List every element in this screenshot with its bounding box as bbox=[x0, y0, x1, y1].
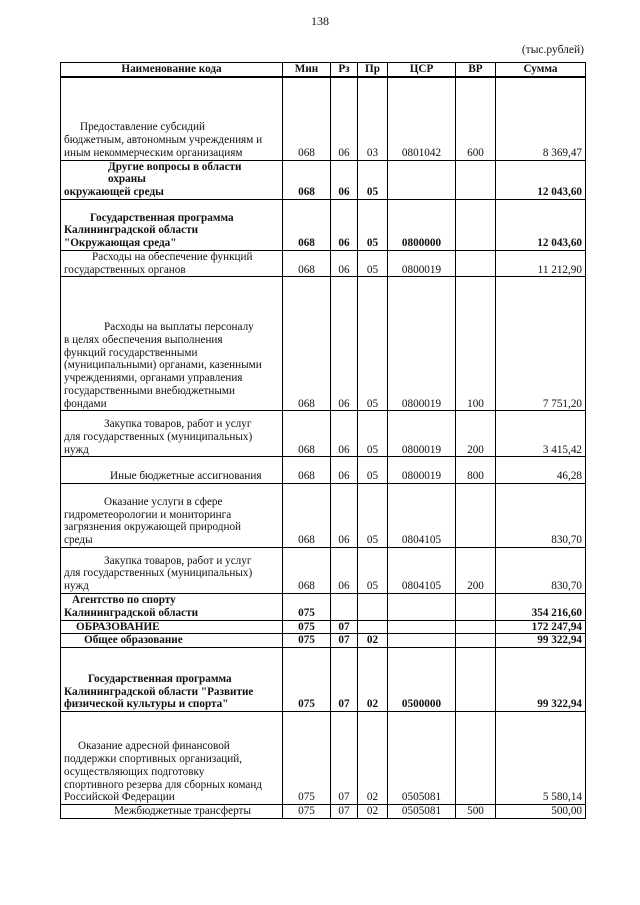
row-name-line: Межбюджетные трансферты bbox=[114, 805, 251, 818]
row-sum-cell: 11 212,90 bbox=[496, 250, 586, 277]
row-rz-cell: 06 bbox=[331, 548, 358, 594]
row-rz-cell: 06 bbox=[331, 457, 358, 484]
row-name-line: Калининградской области "Развитие bbox=[64, 685, 254, 698]
row-name-line bbox=[64, 308, 279, 321]
table-row bbox=[61, 77, 586, 160]
row-name-line: спортивного резерва для сборных команд bbox=[64, 778, 262, 791]
row-name-line: фондами bbox=[64, 397, 107, 410]
row-name-line: Российской Федерации bbox=[64, 791, 175, 804]
row-rz-cell: 07 bbox=[331, 620, 358, 634]
row-name-line: Иные бюджетные ассигнования bbox=[110, 470, 262, 483]
row-name-line: Общее образование bbox=[84, 634, 183, 647]
row-rz-cell: 06 bbox=[331, 160, 358, 199]
row-pr-cell: 05 bbox=[358, 457, 388, 484]
row-pr-cell bbox=[358, 620, 388, 634]
row-vr-cell: 200 bbox=[456, 411, 496, 457]
row-sum-cell: 500,00 bbox=[496, 805, 586, 819]
row-csr-cell: 0500000 bbox=[388, 648, 456, 712]
row-csr-cell bbox=[388, 594, 456, 621]
col-header-min: Мин bbox=[283, 63, 331, 78]
row-vr-cell: 500 bbox=[456, 805, 496, 819]
row-name-line: нужд bbox=[64, 580, 89, 593]
row-pr-cell: 05 bbox=[358, 199, 388, 250]
row-name-line: учреждениями, органами управления bbox=[64, 372, 243, 385]
col-header-rz: Рз bbox=[331, 63, 358, 78]
row-min-cell: 068 bbox=[283, 199, 331, 250]
row-name-line: Агентство по спорту bbox=[72, 594, 176, 607]
row-rz-cell: 06 bbox=[331, 199, 358, 250]
row-name-line: Расходы на выплаты персоналу bbox=[104, 320, 254, 333]
row-csr-cell: 0804105 bbox=[388, 484, 456, 548]
row-csr-cell: 0800019 bbox=[388, 250, 456, 277]
row-vr-cell bbox=[456, 620, 496, 634]
row-min-cell: 075 bbox=[283, 805, 331, 819]
table-row bbox=[61, 648, 586, 712]
row-name-cell bbox=[61, 411, 283, 457]
row-csr-cell: 0800000 bbox=[388, 199, 456, 250]
row-pr-cell: 02 bbox=[358, 712, 388, 805]
row-sum-cell: 12 043,60 bbox=[496, 199, 586, 250]
row-csr-cell: 0804105 bbox=[388, 548, 456, 594]
page-number: 138 bbox=[311, 14, 329, 28]
table-row bbox=[61, 634, 586, 648]
row-name-line: для государственных (муниципальных) bbox=[64, 567, 253, 580]
row-name-cell bbox=[61, 548, 283, 594]
row-name-cell bbox=[61, 199, 283, 250]
row-vr-cell bbox=[456, 199, 496, 250]
row-name-line: Оказание услуги в сфере bbox=[104, 495, 223, 508]
row-pr-cell: 05 bbox=[358, 484, 388, 548]
col-header-pr: Пр bbox=[358, 63, 388, 78]
row-pr-cell: 05 bbox=[358, 411, 388, 457]
row-pr-cell: 03 bbox=[358, 77, 388, 160]
row-sum-cell: 12 043,60 bbox=[496, 160, 586, 199]
row-name-cell bbox=[61, 620, 283, 634]
row-sum-cell: 830,70 bbox=[496, 484, 586, 548]
row-name-line: "Окружающая среда" bbox=[64, 237, 177, 250]
row-min-cell: 068 bbox=[283, 250, 331, 277]
row-name-line: окружающей среды bbox=[64, 186, 164, 199]
row-sum-cell: 830,70 bbox=[496, 548, 586, 594]
row-name-cell bbox=[61, 277, 283, 411]
row-vr-cell bbox=[456, 250, 496, 277]
row-rz-cell: 06 bbox=[331, 77, 358, 160]
row-name-cell bbox=[61, 457, 283, 484]
row-pr-cell: 05 bbox=[358, 160, 388, 199]
row-min-cell: 068 bbox=[283, 457, 331, 484]
row-vr-cell: 800 bbox=[456, 457, 496, 484]
row-rz-cell: 06 bbox=[331, 250, 358, 277]
row-name-line bbox=[64, 108, 279, 121]
row-pr-cell: 05 bbox=[358, 277, 388, 411]
row-csr-cell: 0505081 bbox=[388, 805, 456, 819]
row-name-cell bbox=[61, 484, 283, 548]
row-name-cell bbox=[61, 77, 283, 160]
row-name-line: ОБРАЗОВАНИЕ bbox=[76, 620, 160, 633]
row-pr-cell: 02 bbox=[358, 634, 388, 648]
row-name-cell bbox=[61, 805, 283, 819]
row-name-line: Государственная программа bbox=[90, 211, 234, 224]
row-name-line: Государственная программа bbox=[88, 672, 232, 685]
row-min-cell: 068 bbox=[283, 484, 331, 548]
table-row bbox=[61, 548, 586, 594]
row-min-cell: 075 bbox=[283, 648, 331, 712]
row-min-cell: 075 bbox=[283, 634, 331, 648]
table-row bbox=[61, 199, 586, 250]
row-name-cell bbox=[61, 712, 283, 805]
row-pr-cell bbox=[358, 594, 388, 621]
row-name-line: загрязнения окружающей природной bbox=[64, 521, 242, 534]
row-sum-cell: 172 247,94 bbox=[496, 620, 586, 634]
row-rz-cell: 06 bbox=[331, 411, 358, 457]
row-name-line: (муниципальными) органами, казенными bbox=[64, 359, 262, 372]
row-pr-cell: 05 bbox=[358, 250, 388, 277]
row-name-line: иным некоммерческим организациям bbox=[64, 146, 243, 159]
row-name-line: функций государственными bbox=[64, 346, 198, 359]
row-sum-cell: 7 751,20 bbox=[496, 277, 586, 411]
row-name-line: среды bbox=[64, 534, 93, 547]
row-rz-cell bbox=[331, 594, 358, 621]
row-name-line bbox=[64, 457, 279, 470]
row-csr-cell bbox=[388, 620, 456, 634]
table-row bbox=[61, 594, 586, 621]
units-label: (тыс.рублей) bbox=[521, 44, 584, 56]
row-name-line: Калининградской области bbox=[64, 224, 199, 237]
table-row bbox=[61, 484, 586, 548]
table-row bbox=[61, 457, 586, 484]
row-pr-cell: 02 bbox=[358, 805, 388, 819]
row-rz-cell: 07 bbox=[331, 648, 358, 712]
row-name-cell bbox=[61, 250, 283, 277]
row-rz-cell: 06 bbox=[331, 484, 358, 548]
table-row bbox=[61, 160, 586, 199]
budget-table bbox=[60, 62, 586, 819]
row-name-line: для государственных (муниципальных) bbox=[64, 430, 253, 443]
row-name-line bbox=[64, 727, 279, 740]
row-vr-cell: 600 bbox=[456, 77, 496, 160]
row-name-cell bbox=[61, 160, 283, 199]
table-row bbox=[61, 277, 586, 411]
row-name-line: Другие вопросы в области охраны bbox=[108, 160, 242, 186]
col-header-name: Наименование кода bbox=[61, 63, 283, 78]
table-row bbox=[61, 250, 586, 277]
row-min-cell: 075 bbox=[283, 712, 331, 805]
row-min-cell: 068 bbox=[283, 160, 331, 199]
row-name-line: физической культуры и спорта" bbox=[64, 698, 229, 711]
row-csr-cell bbox=[388, 634, 456, 648]
row-vr-cell bbox=[456, 484, 496, 548]
row-min-cell: 068 bbox=[283, 277, 331, 411]
row-vr-cell: 200 bbox=[456, 548, 496, 594]
row-sum-cell: 99 322,94 bbox=[496, 634, 586, 648]
row-vr-cell: 100 bbox=[456, 277, 496, 411]
row-rz-cell: 07 bbox=[331, 634, 358, 648]
row-vr-cell bbox=[456, 160, 496, 199]
row-sum-cell: 3 415,42 bbox=[496, 411, 586, 457]
row-pr-cell: 05 bbox=[358, 548, 388, 594]
col-header-vr: ВР bbox=[456, 63, 496, 78]
row-vr-cell bbox=[456, 712, 496, 805]
row-rz-cell: 07 bbox=[331, 712, 358, 805]
row-vr-cell bbox=[456, 648, 496, 712]
row-csr-cell bbox=[388, 160, 456, 199]
row-name-line: Закупка товаров, работ и услуг bbox=[104, 554, 252, 567]
row-name-line: Оказание адресной финансовой bbox=[78, 740, 230, 753]
row-rz-cell: 06 bbox=[331, 277, 358, 411]
row-name-line: гидрометеорологии и мониторинга bbox=[64, 508, 232, 521]
row-csr-cell: 0800019 bbox=[388, 411, 456, 457]
row-sum-cell: 354 216,60 bbox=[496, 594, 586, 621]
row-min-cell: 075 bbox=[283, 594, 331, 621]
row-name-cell bbox=[61, 634, 283, 648]
table-header-row bbox=[61, 63, 586, 78]
row-min-cell: 068 bbox=[283, 77, 331, 160]
row-name-cell bbox=[61, 594, 283, 621]
col-header-csr: ЦСР bbox=[388, 63, 456, 78]
row-min-cell: 075 bbox=[283, 620, 331, 634]
row-sum-cell: 99 322,94 bbox=[496, 648, 586, 712]
row-csr-cell: 0800019 bbox=[388, 457, 456, 484]
row-name-line: поддержки спортивных организаций, bbox=[64, 753, 243, 766]
row-sum-cell: 8 369,47 bbox=[496, 77, 586, 160]
row-csr-cell: 0800019 bbox=[388, 277, 456, 411]
col-header-sum: Сумма bbox=[496, 63, 586, 78]
row-name-line: Закупка товаров, работ и услуг bbox=[104, 418, 252, 431]
row-name-line: в целях обеспечения выполнения bbox=[64, 333, 223, 346]
row-csr-cell: 0801042 bbox=[388, 77, 456, 160]
row-rz-cell: 07 bbox=[331, 805, 358, 819]
row-name-line: Расходы на обеспечение функций bbox=[92, 250, 253, 263]
row-name-cell bbox=[61, 648, 283, 712]
table-row bbox=[61, 411, 586, 457]
row-name-line: нужд bbox=[64, 443, 89, 456]
row-sum-cell: 46,28 bbox=[496, 457, 586, 484]
row-min-cell: 068 bbox=[283, 411, 331, 457]
row-vr-cell bbox=[456, 594, 496, 621]
row-name-line: осуществляющих подготовку bbox=[64, 765, 205, 778]
row-name-line bbox=[64, 660, 279, 673]
row-name-line: бюджетным, автономным учреждениям и bbox=[64, 133, 263, 146]
row-name-line: Предоставление субсидий bbox=[80, 121, 206, 134]
table-row bbox=[61, 805, 586, 819]
row-vr-cell bbox=[456, 634, 496, 648]
table-row bbox=[61, 620, 586, 634]
row-name-line: государственными внебюджетными bbox=[64, 384, 235, 397]
row-pr-cell: 02 bbox=[358, 648, 388, 712]
row-min-cell: 068 bbox=[283, 548, 331, 594]
row-name-line: государственных органов bbox=[64, 263, 186, 276]
row-sum-cell: 5 580,14 bbox=[496, 712, 586, 805]
row-csr-cell: 0505081 bbox=[388, 712, 456, 805]
table-row bbox=[61, 712, 586, 805]
row-name-line: Калининградской области bbox=[64, 606, 199, 619]
